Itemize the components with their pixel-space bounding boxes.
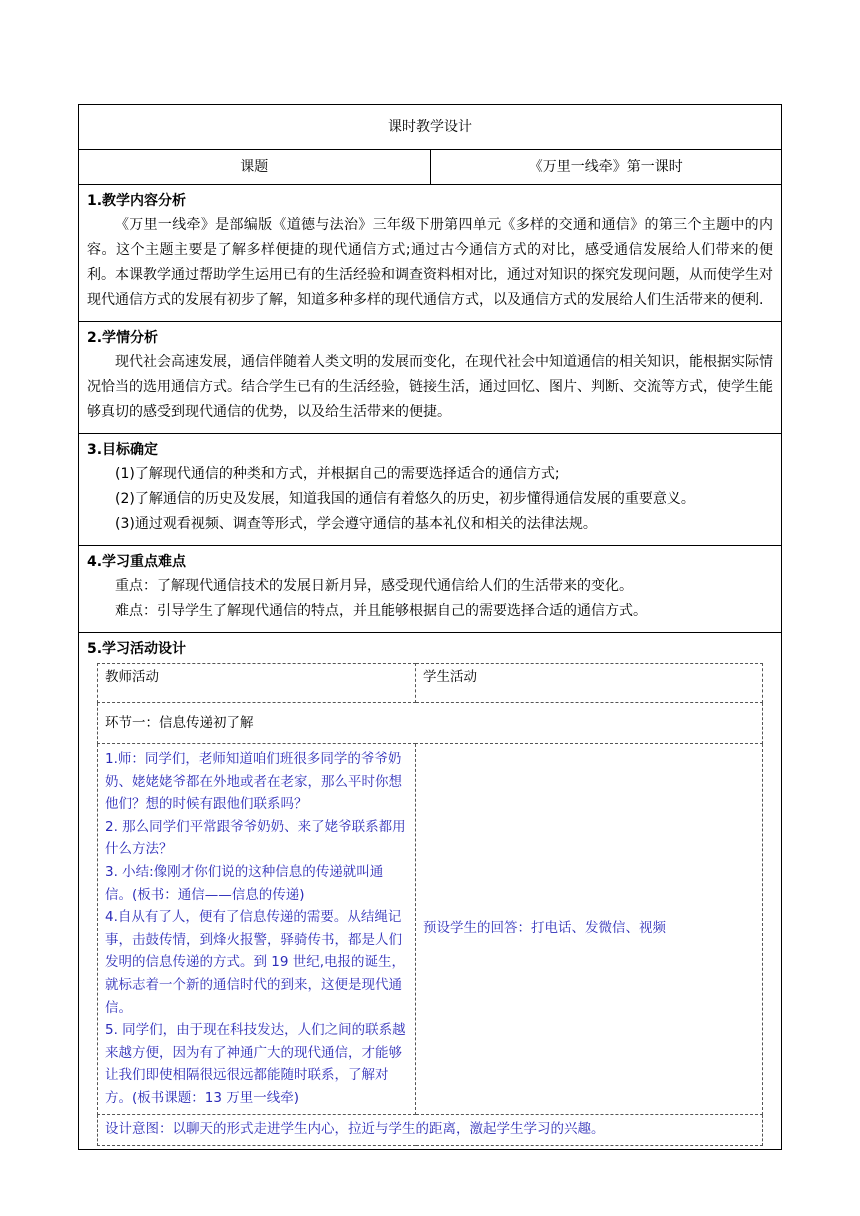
teacher-activity-cell (98, 744, 416, 1115)
objective-item: (1)了解现代通信的种类和方式，并根据自己的需要选择适合的通信方式; (115, 466, 560, 482)
activity-table (97, 663, 763, 1146)
section-heading: 3.目标确定 (87, 442, 159, 458)
lesson-plan-document (78, 104, 782, 1150)
section-heading: 1.教学内容分析 (87, 193, 187, 209)
section-key-points (79, 546, 782, 633)
teacher-step: 1.师：同学们，老师知道咱们班很多同学的爷爷奶奶、姥姥姥爷都在外地或者在老家，那么平时你想他们？想的时候有跟他们联系吗？ (105, 751, 402, 813)
section-objectives (79, 434, 782, 546)
objective-item: (2)了解通信的历史及发展，知道我国的通信有着悠久的历史，初步懂得通信发展的重要意义。 (115, 491, 695, 507)
section-activities (79, 633, 782, 1150)
objective-item: (3)通过观看视频、调查等形式，学会遵守通信的基本礼仪和相关的法律法规。 (115, 516, 597, 532)
section-heading: 5.学习活动设计 (87, 641, 187, 657)
section-content-analysis (79, 185, 782, 322)
stage-title: 环节一：信息传递初了解 (98, 703, 763, 744)
document-title: 课时教学设计 (79, 105, 782, 150)
design-intent: 设计意图：以聊天的形式走进学生内心，拉近与学生的距离，激起学生学习的兴趣。 (98, 1114, 763, 1145)
section-heading: 2.学情分析 (87, 330, 159, 346)
teacher-activity-header: 教师活动 (98, 664, 416, 703)
key-point-item: 重点：了解现代通信技术的发展日新月异，感受现代通信给人们的生活带来的变化。 (115, 578, 633, 594)
topic-label: 课题 (79, 150, 431, 185)
teacher-step: 3. 小结:像刚才你们说的这种信息的传递就叫通信。(板书：通信——信息的传递) (105, 863, 384, 903)
student-activity-header: 学生活动 (416, 664, 763, 703)
teacher-step: 5. 同学们，由于现在科技发达，人们之间的联系越来越方便，因为有了神通广大的现代通信，才能够让我们即使相隔很远很远都能随时联系，了解对方。(板书课题：13 万里一线牵) (105, 1022, 406, 1106)
teacher-step: 2. 那么同学们平常跟爷爷奶奶、来了姥爷联系都用什么方法？ (105, 818, 406, 858)
section-heading: 4.学习重点难点 (87, 554, 187, 570)
lesson-plan-table (78, 104, 782, 1150)
teacher-step: 4.自从有了人，便有了信息传递的需要。从结绳记事，击鼓传情，到烽火报警，驿骑传书，都是人们发明的信息传递的方式。到 19 世纪,电报的诞生，就标志着一个新的通信时代的到来，这便是现代通信。 (105, 909, 406, 1016)
topic-value: 《万里一线牵》第一课时 (430, 150, 782, 185)
section-learner-analysis (79, 322, 782, 434)
key-point-item: 难点：引导学生了解现代通信的特点，并且能够根据自己的需要选择合适的通信方式。 (115, 603, 647, 619)
section-body: 《万里一线牵》是部编版《道德与法治》三年级下册第四单元《多样的交通和通信》的第三个主题中的内容。这个主题主要是了解多样便捷的现代通信方式;通过古今通信方式的对比，感受通信发展给人们带来的便利。本课教学通过帮助学生运用已有的生活经验和调查资料相对比，通过对知识的探究发现问题，从而使学生对现代通信方式的发展有初步了解，知道多种多样的现代通信方式，以及通信方式的发展给人们生活带来的便利. (87, 217, 773, 308)
section-body: 现代社会高速发展，通信伴随着人类文明的发展而变化，在现代社会中知道通信的相关知识，能根据实际情况恰当的选用通信方式。结合学生已有的生活经验，链接生活，通过回忆、图片、判断、交流等方式，使学生能够真切的感受到现代通信的优势，以及给生活带来的便捷。 (87, 354, 773, 420)
student-answer-cell: 预设学生的回答：打电话、发微信、视频 (416, 744, 763, 1115)
